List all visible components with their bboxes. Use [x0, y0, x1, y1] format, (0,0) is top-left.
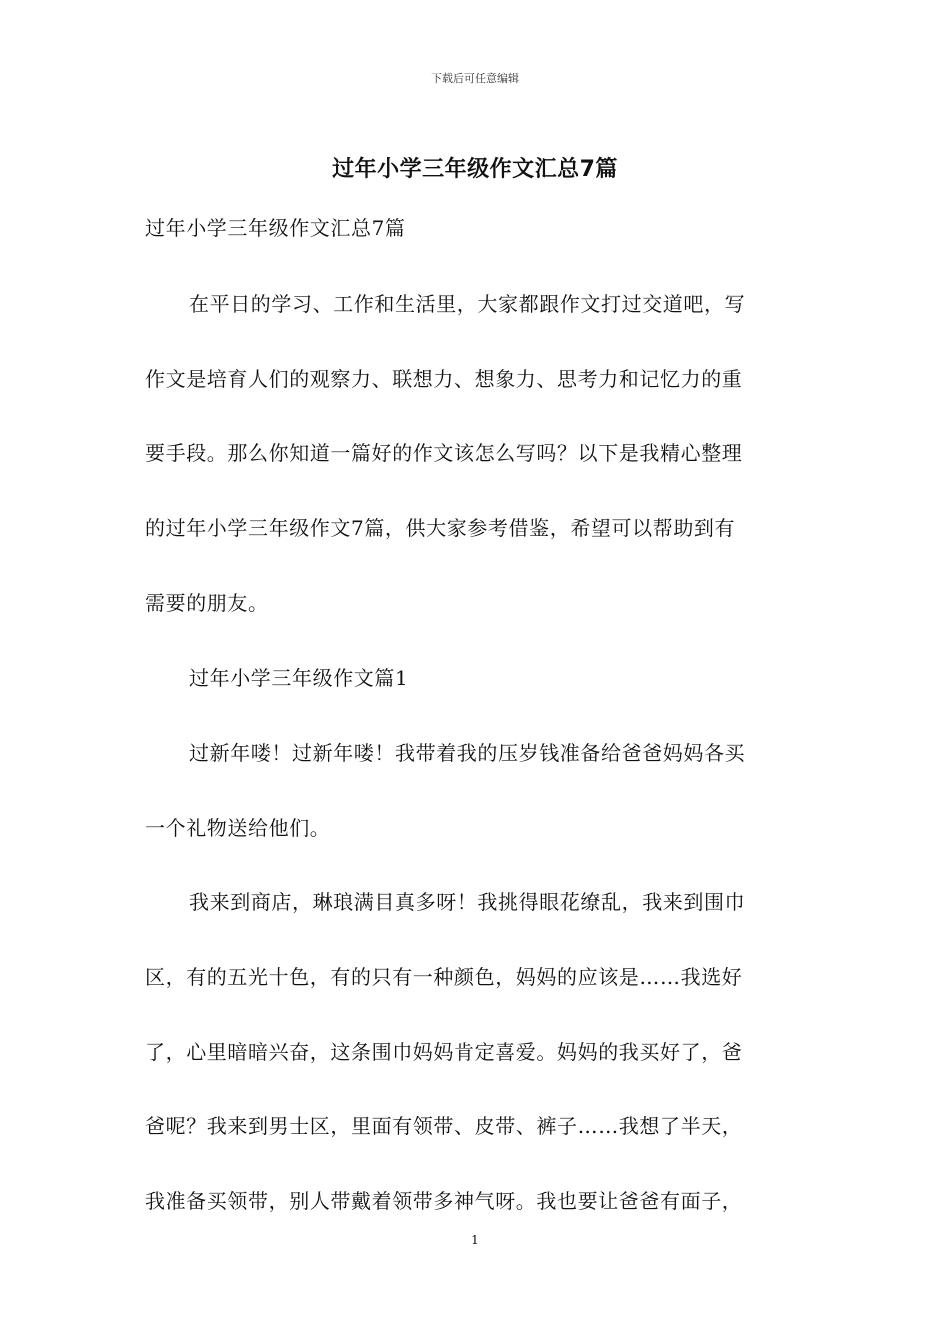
paragraph-line: 要手段。那么你知道一篇好的作文该怎么写吗？以下是我精心整理 [145, 441, 743, 465]
page-number: 1 [471, 1233, 479, 1247]
paragraph-line: 了，心里暗暗兴奋，这条围巾妈妈肯定喜爱。妈妈的我买好了，爸 [145, 1040, 743, 1064]
paragraph-line: 一个礼物送给他们。 [145, 816, 331, 840]
paragraph-line: 在平日的学习、工作和生活里，大家都跟作文打过交道吧，写 [189, 292, 746, 316]
header-note: 下载后可任意编辑 [431, 72, 519, 85]
paragraph-line: 过新年喽！过新年喽！我带着我的压岁钱准备给爸爸妈妈各买 [189, 741, 746, 765]
paragraph-line: 作文是培育人们的观察力、联想力、想象力、思考力和记忆力的重 [145, 367, 743, 391]
subtitle-line: 过年小学三年级作文汇总7篇 [145, 216, 406, 240]
paragraph-line: 爸呢？我来到男士区，里面有领带、皮带、裤子……我想了半天， [145, 1114, 743, 1138]
paragraph-line: 我准备买领带，别人带戴着领带多神气呀。我也要让爸爸有面子， [145, 1189, 743, 1213]
paragraph-line: 需要的朋友。 [145, 591, 269, 615]
document-title: 过年小学三年级作文汇总7篇 [332, 157, 618, 182]
paragraph-line: 区，有的五光十色，有的只有一种颜色，妈妈的应该是……我选好 [145, 965, 743, 989]
paragraph-line: 的过年小学三年级作文7篇，供大家参考借鉴，希望可以帮助到有 [145, 516, 736, 540]
paragraph-line: 我来到商店，琳琅满目真多呀！我挑得眼花缭乱，我来到围巾 [189, 890, 746, 914]
section-heading: 过年小学三年级作文篇1 [189, 666, 409, 690]
